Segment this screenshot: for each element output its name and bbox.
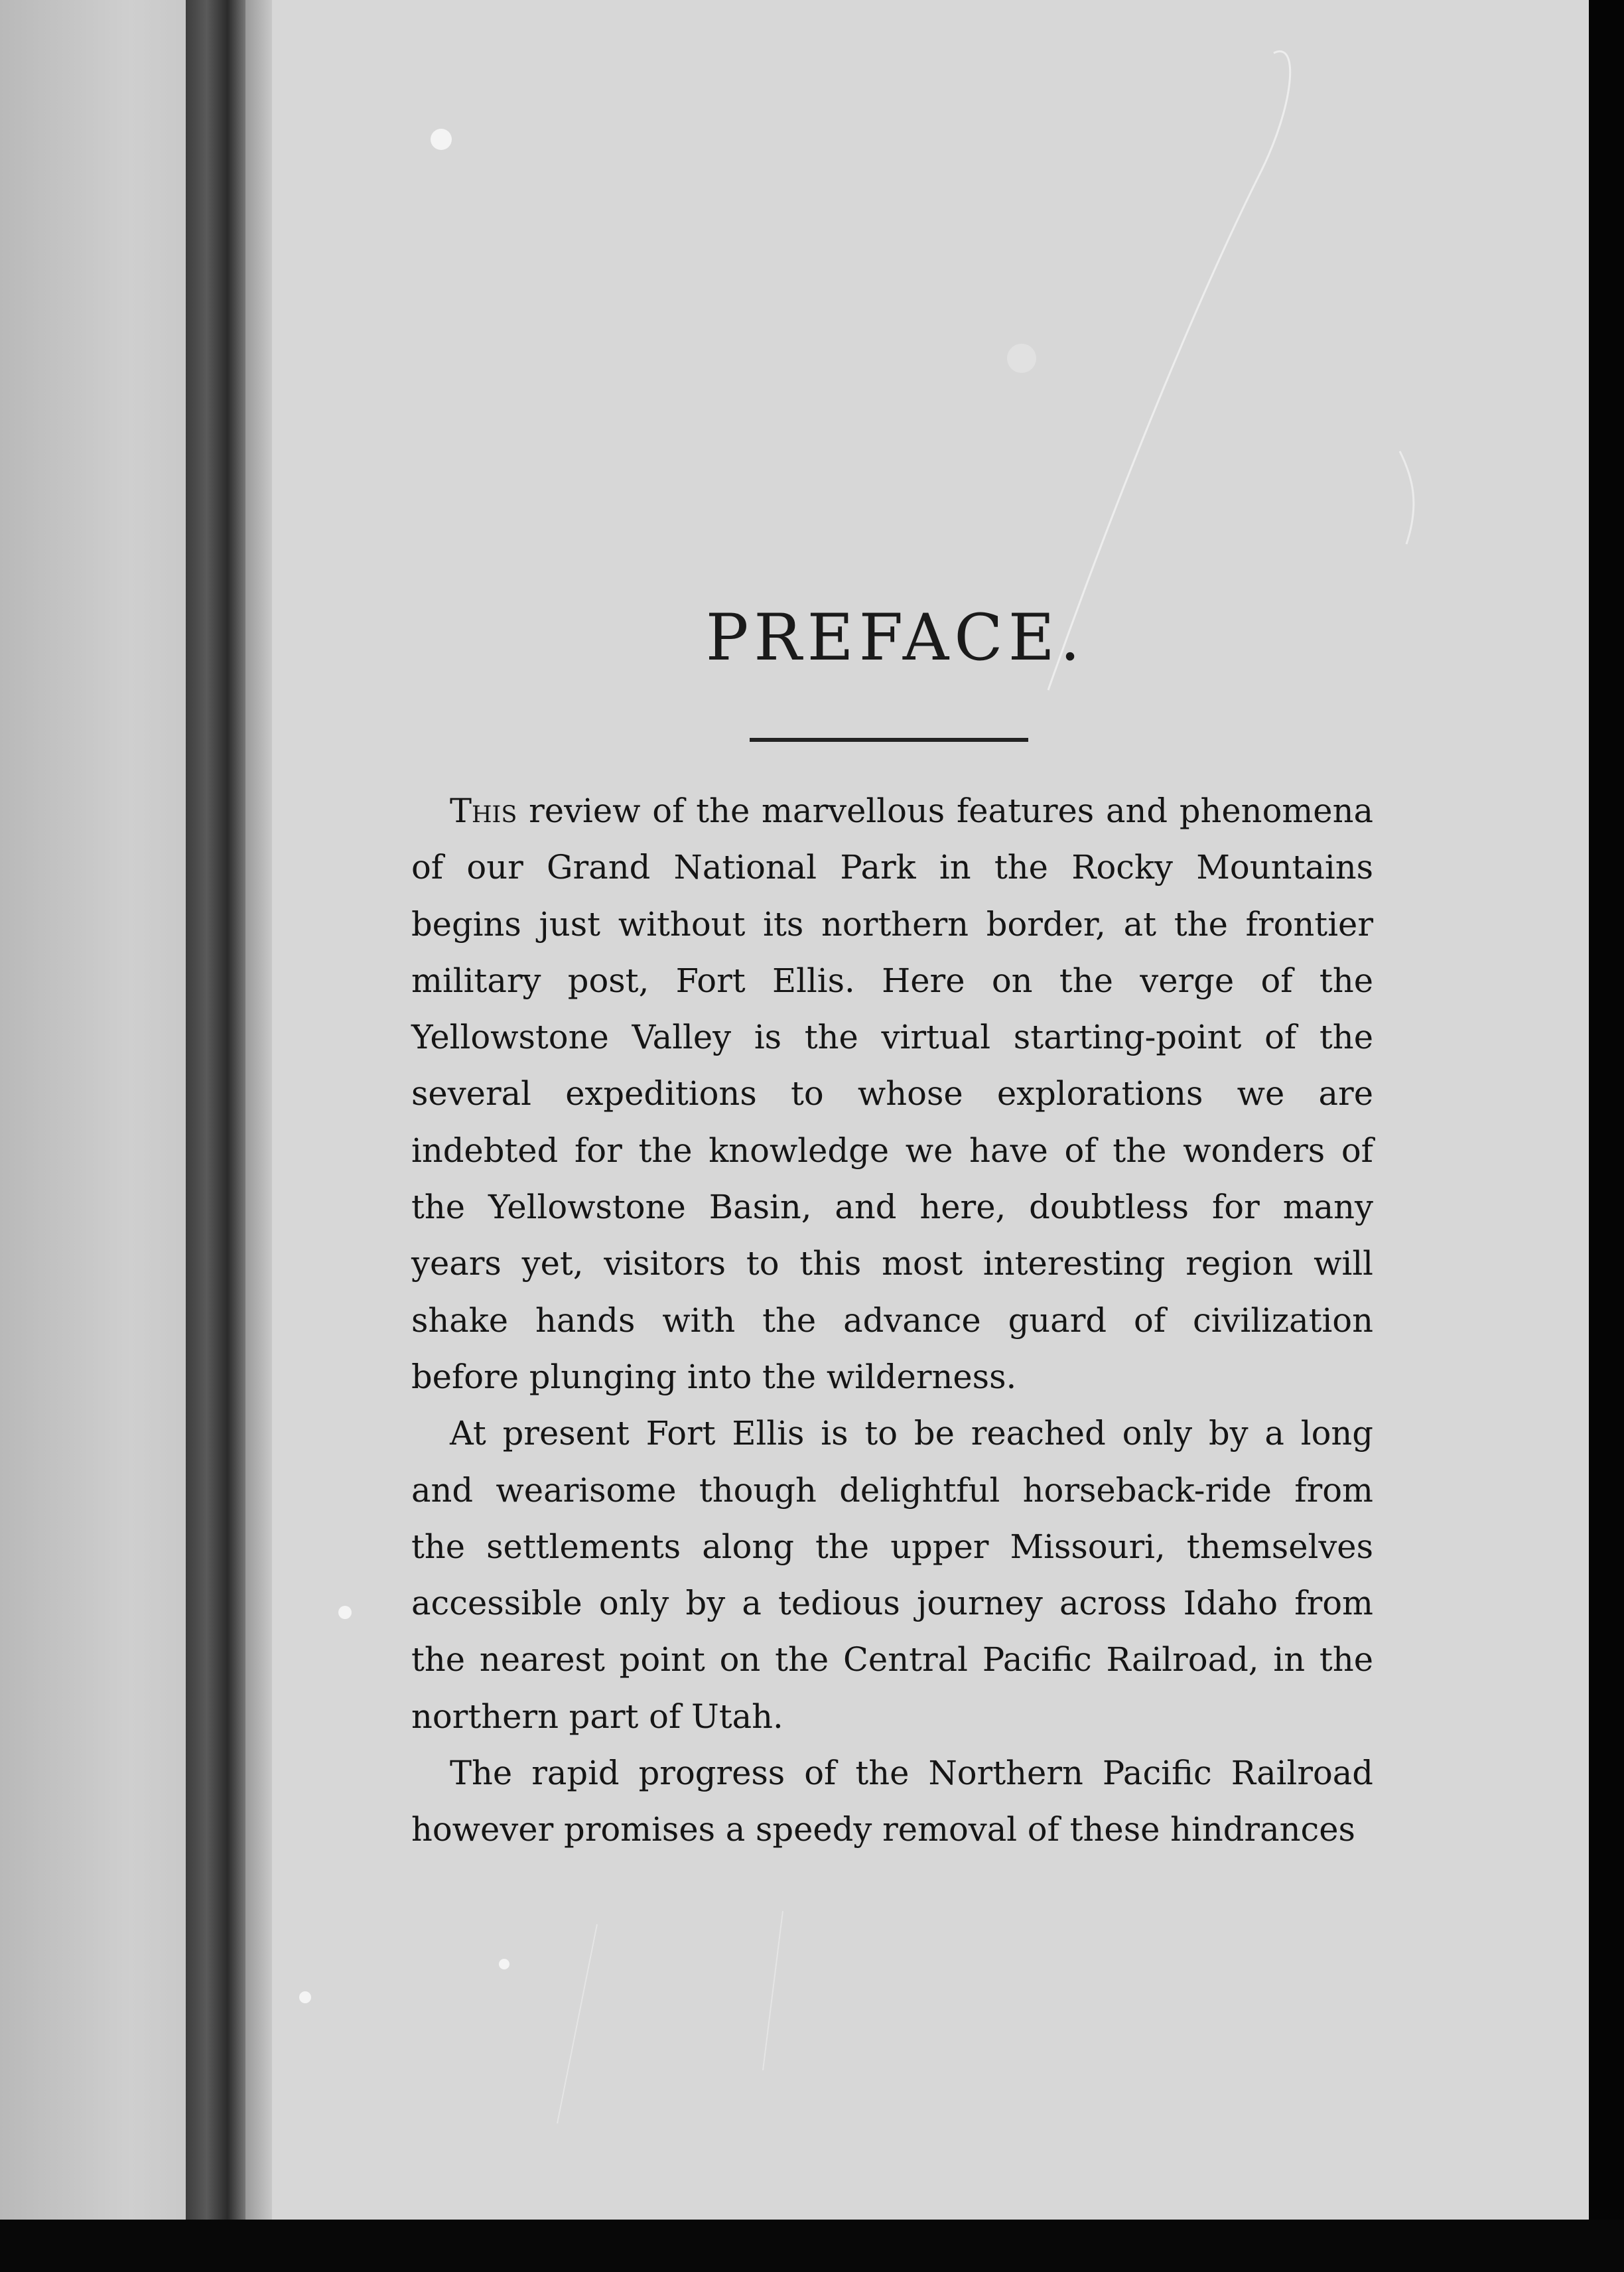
paragraph-2 <box>411 1405 1373 1745</box>
heading-rule <box>750 738 1028 742</box>
paragraph-3-text: The rapid progress of the Northern Pacific Railroad however promises a speedy removal of these hindrances <box>411 1754 1373 1849</box>
preface-body <box>411 783 1373 1859</box>
paragraph-1 <box>411 783 1373 1405</box>
bottom-scan-border <box>0 2220 1624 2272</box>
right-scan-border <box>1589 0 1624 2272</box>
paragraph-3 <box>411 1745 1373 1859</box>
paragraph-1-text: review of the marvellous features and phenomena of our Grand National Park in the Rocky Mountains begins just without its northern border, at the frontier military post, Fort Ellis. Here on the verge of the Yellowstone Valley is the virtual starting-point of the several expeditions to whose explorations we are indebted for the knowledge we have of the wonders of the Yellowstone Basin, and here, doubtless for many years yet, visitors to this most interesting region will shake hands with the advance guard of civilization before plunging into the wilderness. <box>411 792 1373 1396</box>
page-heading: PREFACE. <box>705 601 1086 675</box>
paragraph-2-text: At present Fort Ellis is to be reached only by a long and wearisome though delightful horseback-ride from the settlements along the upper Missouri, themselves accessible only by a tedious journey across Idaho from the nearest point on the Central Pacific Railroad, in the northern part of Utah. <box>411 1414 1373 1736</box>
paragraph-1-lead: This <box>450 792 517 830</box>
